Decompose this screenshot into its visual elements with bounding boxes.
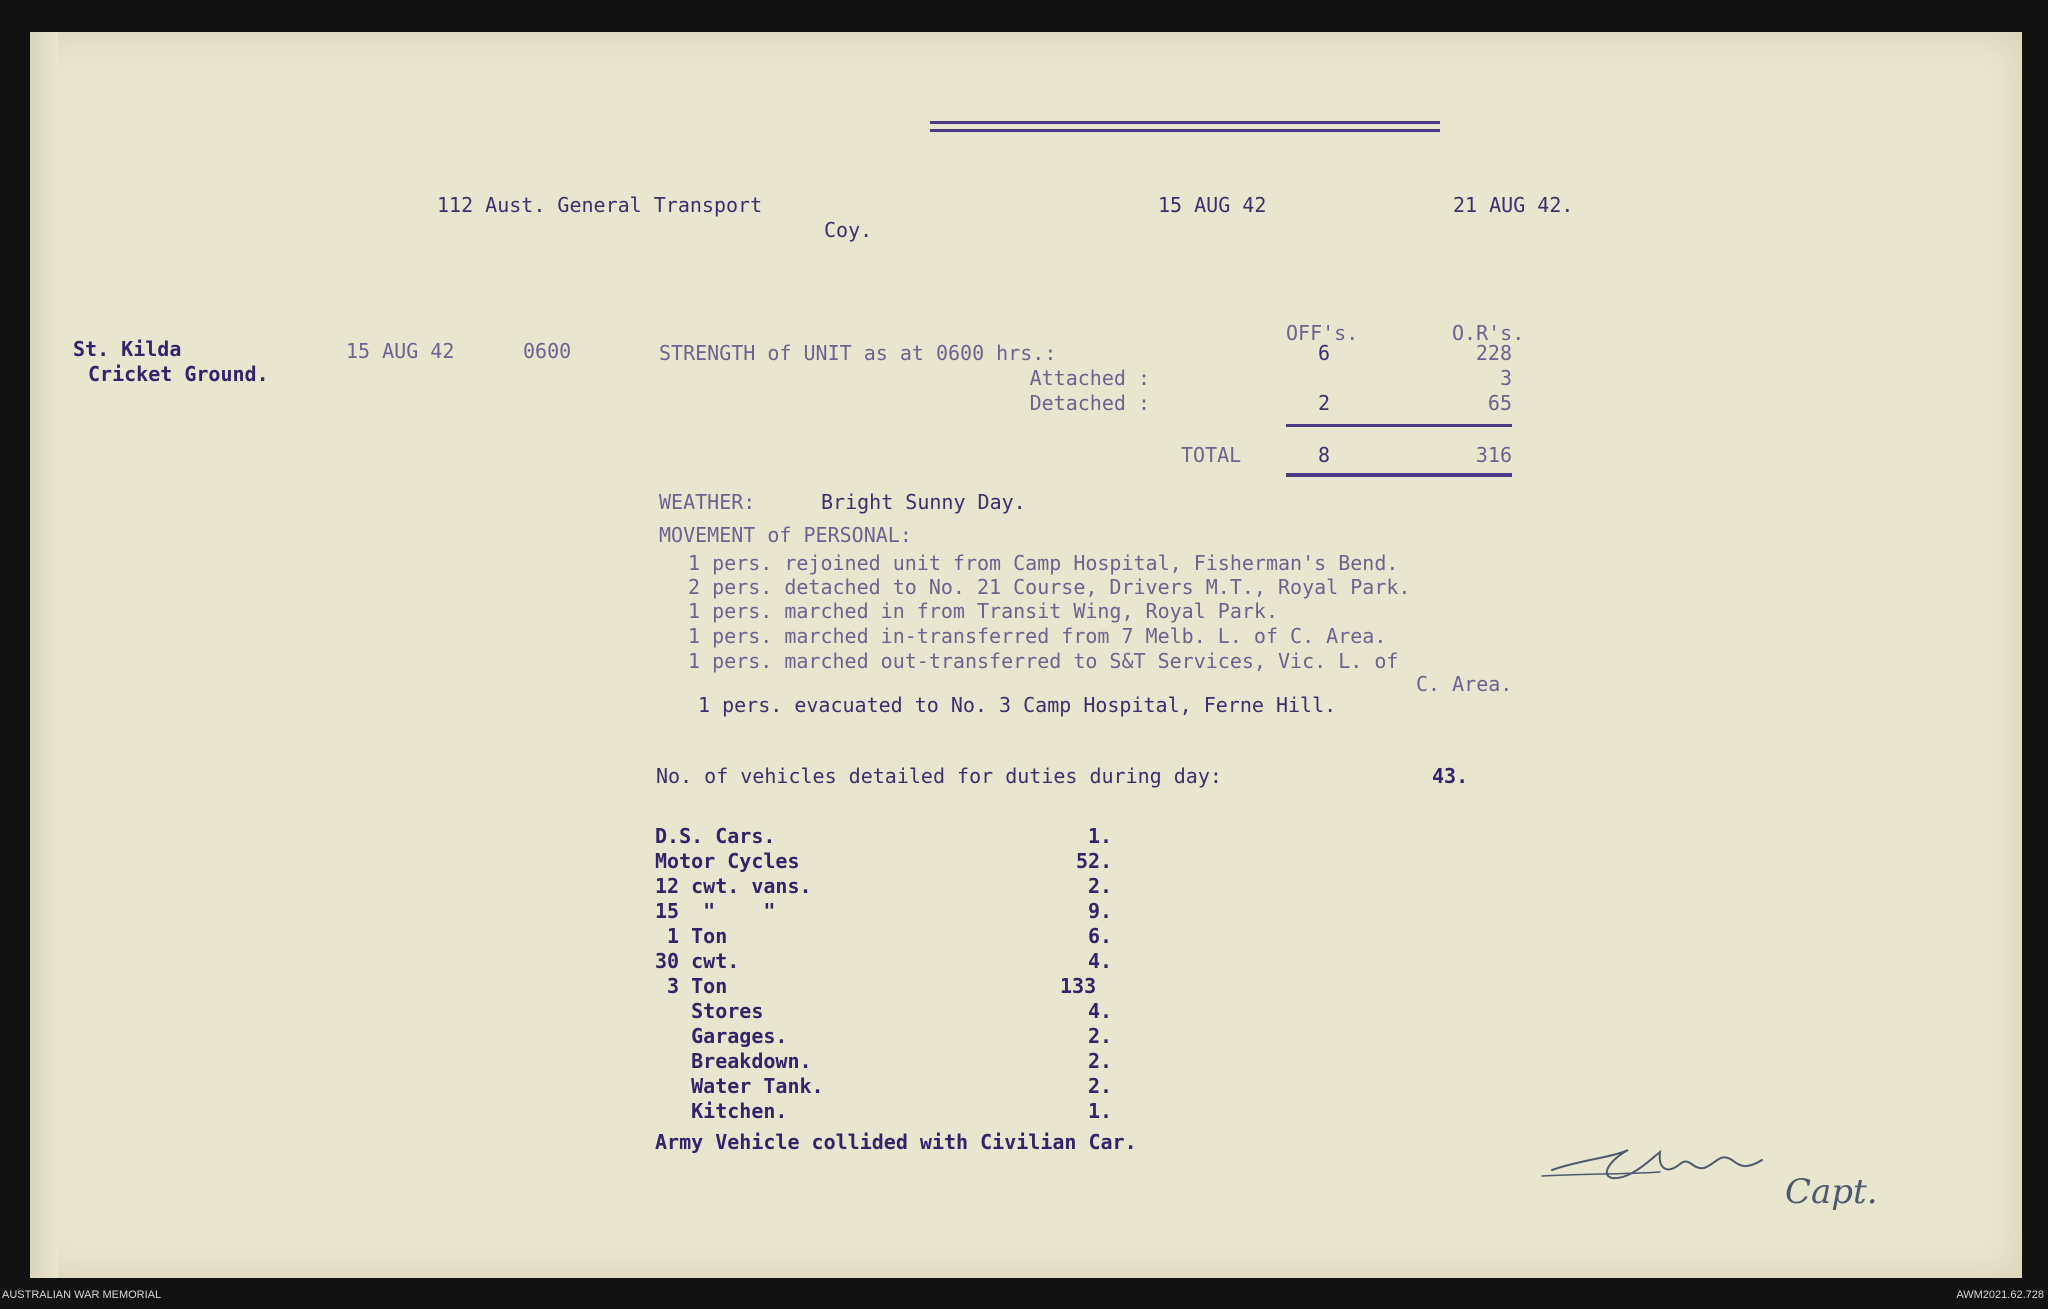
movement-line: 1 pers. marched in-transferred from 7 Melb. L. of C. Area. bbox=[688, 624, 1387, 648]
vehicle-label: Kitchen. bbox=[655, 1099, 788, 1123]
unit-name-cont: Coy. bbox=[824, 218, 873, 242]
top-rule-2 bbox=[930, 129, 1440, 132]
vehicles-summary-value: 43. bbox=[1432, 764, 1469, 788]
movement-line-cont: C. Area. bbox=[1416, 672, 1513, 696]
handwritten-signature bbox=[1540, 1130, 1960, 1260]
vehicle-count: 6. bbox=[1088, 924, 1113, 948]
place: St. Kilda bbox=[73, 337, 182, 361]
vehicle-label: 12 cwt. vans. bbox=[655, 874, 812, 898]
vehicle-count: 2. bbox=[1088, 1074, 1113, 1098]
movement-heading: MOVEMENT of PERSONAL: bbox=[659, 523, 912, 547]
movement-line: 1 pers. marched in from Transit Wing, Royal Park. bbox=[688, 599, 1279, 623]
vehicle-label: 15 " " bbox=[655, 899, 776, 923]
vehicle-count: 2. bbox=[1088, 1049, 1113, 1073]
vehicle-count: 133 bbox=[1060, 974, 1097, 998]
place-cont: Cricket Ground. bbox=[88, 362, 269, 386]
total-label: TOTAL bbox=[1181, 443, 1242, 467]
strength-offrs-2: 2 bbox=[1318, 391, 1331, 415]
vehicle-count: 9. bbox=[1088, 899, 1113, 923]
vehicle-label: Motor Cycles bbox=[655, 849, 800, 873]
total-rule-bottom bbox=[1286, 473, 1512, 477]
vehicle-count: 1. bbox=[1088, 1099, 1113, 1123]
entry-date: 15 AUG 42 bbox=[346, 339, 455, 363]
weather-value: Bright Sunny Day. bbox=[821, 490, 1026, 514]
entry-time: 0600 bbox=[523, 339, 572, 363]
total-officers: 8 bbox=[1318, 443, 1331, 467]
page-fold-shadow bbox=[30, 32, 58, 1278]
vehicle-count: 2. bbox=[1088, 874, 1113, 898]
movement-line: 1 pers. evacuated to No. 3 Camp Hospital, Ferne Hill. bbox=[698, 693, 1337, 717]
col-officers: OFF's. bbox=[1286, 321, 1359, 345]
footer-archive-name: AUSTRALIAN WAR MEMORIAL bbox=[2, 1289, 162, 1301]
vehicle-label: D.S. Cars. bbox=[655, 824, 776, 848]
total-other-ranks: 316 bbox=[1475, 443, 1512, 467]
strength-offrs-0: 6 bbox=[1318, 341, 1331, 365]
date-to: 21 AUG 42. bbox=[1453, 193, 1574, 217]
movement-line: 1 pers. marched out-transferred to S&T Services, Vic. L. of bbox=[688, 649, 1399, 673]
strength-label-2: Detached : bbox=[1029, 391, 1150, 415]
vehicle-label: Breakdown. bbox=[655, 1049, 812, 1073]
col-other-ranks: O.R's. bbox=[1452, 321, 1525, 345]
strength-heading: STRENGTH of UNIT as at 0600 hrs.: bbox=[659, 341, 1057, 365]
strength-ors-0: 228 bbox=[1475, 341, 1512, 365]
vehicle-count: 4. bbox=[1088, 949, 1113, 973]
vehicle-count: 1. bbox=[1088, 824, 1113, 848]
total-rule-top bbox=[1286, 424, 1512, 427]
signature-rank: Capt. bbox=[1785, 1172, 1878, 1212]
vehicle-label: 1 Ton bbox=[655, 924, 728, 948]
vehicle-label: Water Tank. bbox=[655, 1074, 824, 1098]
top-rule bbox=[930, 121, 1440, 124]
strength-ors-2: 65 bbox=[1487, 391, 1512, 415]
date-from: 15 AUG 42 bbox=[1158, 193, 1267, 217]
vehicle-count: 4. bbox=[1088, 999, 1113, 1023]
movement-line: 2 pers. detached to No. 21 Course, Drivers M.T., Royal Park. bbox=[688, 575, 1411, 599]
incident-note: Army Vehicle collided with Civilian Car. bbox=[655, 1130, 1137, 1154]
strength-label-1: Attached : bbox=[1029, 366, 1150, 390]
footer-archive-id: AWM2021.62.728 bbox=[1956, 1289, 2044, 1301]
strength-ors-1: 3 bbox=[1499, 366, 1512, 390]
movement-line: 1 pers. rejoined unit from Camp Hospital, Fisherman's Bend. bbox=[688, 551, 1399, 575]
vehicle-count: 2. bbox=[1088, 1024, 1113, 1048]
vehicle-count: 52. bbox=[1076, 849, 1113, 873]
weather-label: WEATHER: bbox=[659, 490, 756, 514]
vehicle-label: Garages. bbox=[655, 1024, 788, 1048]
vehicle-label: 3 Ton bbox=[655, 974, 728, 998]
unit-name: 112 Aust. General Transport bbox=[437, 193, 763, 217]
vehicle-label: 30 cwt. bbox=[655, 949, 740, 973]
vehicles-summary-label: No. of vehicles detailed for duties during day: bbox=[656, 764, 1222, 788]
vehicle-label: Stores bbox=[655, 999, 764, 1023]
